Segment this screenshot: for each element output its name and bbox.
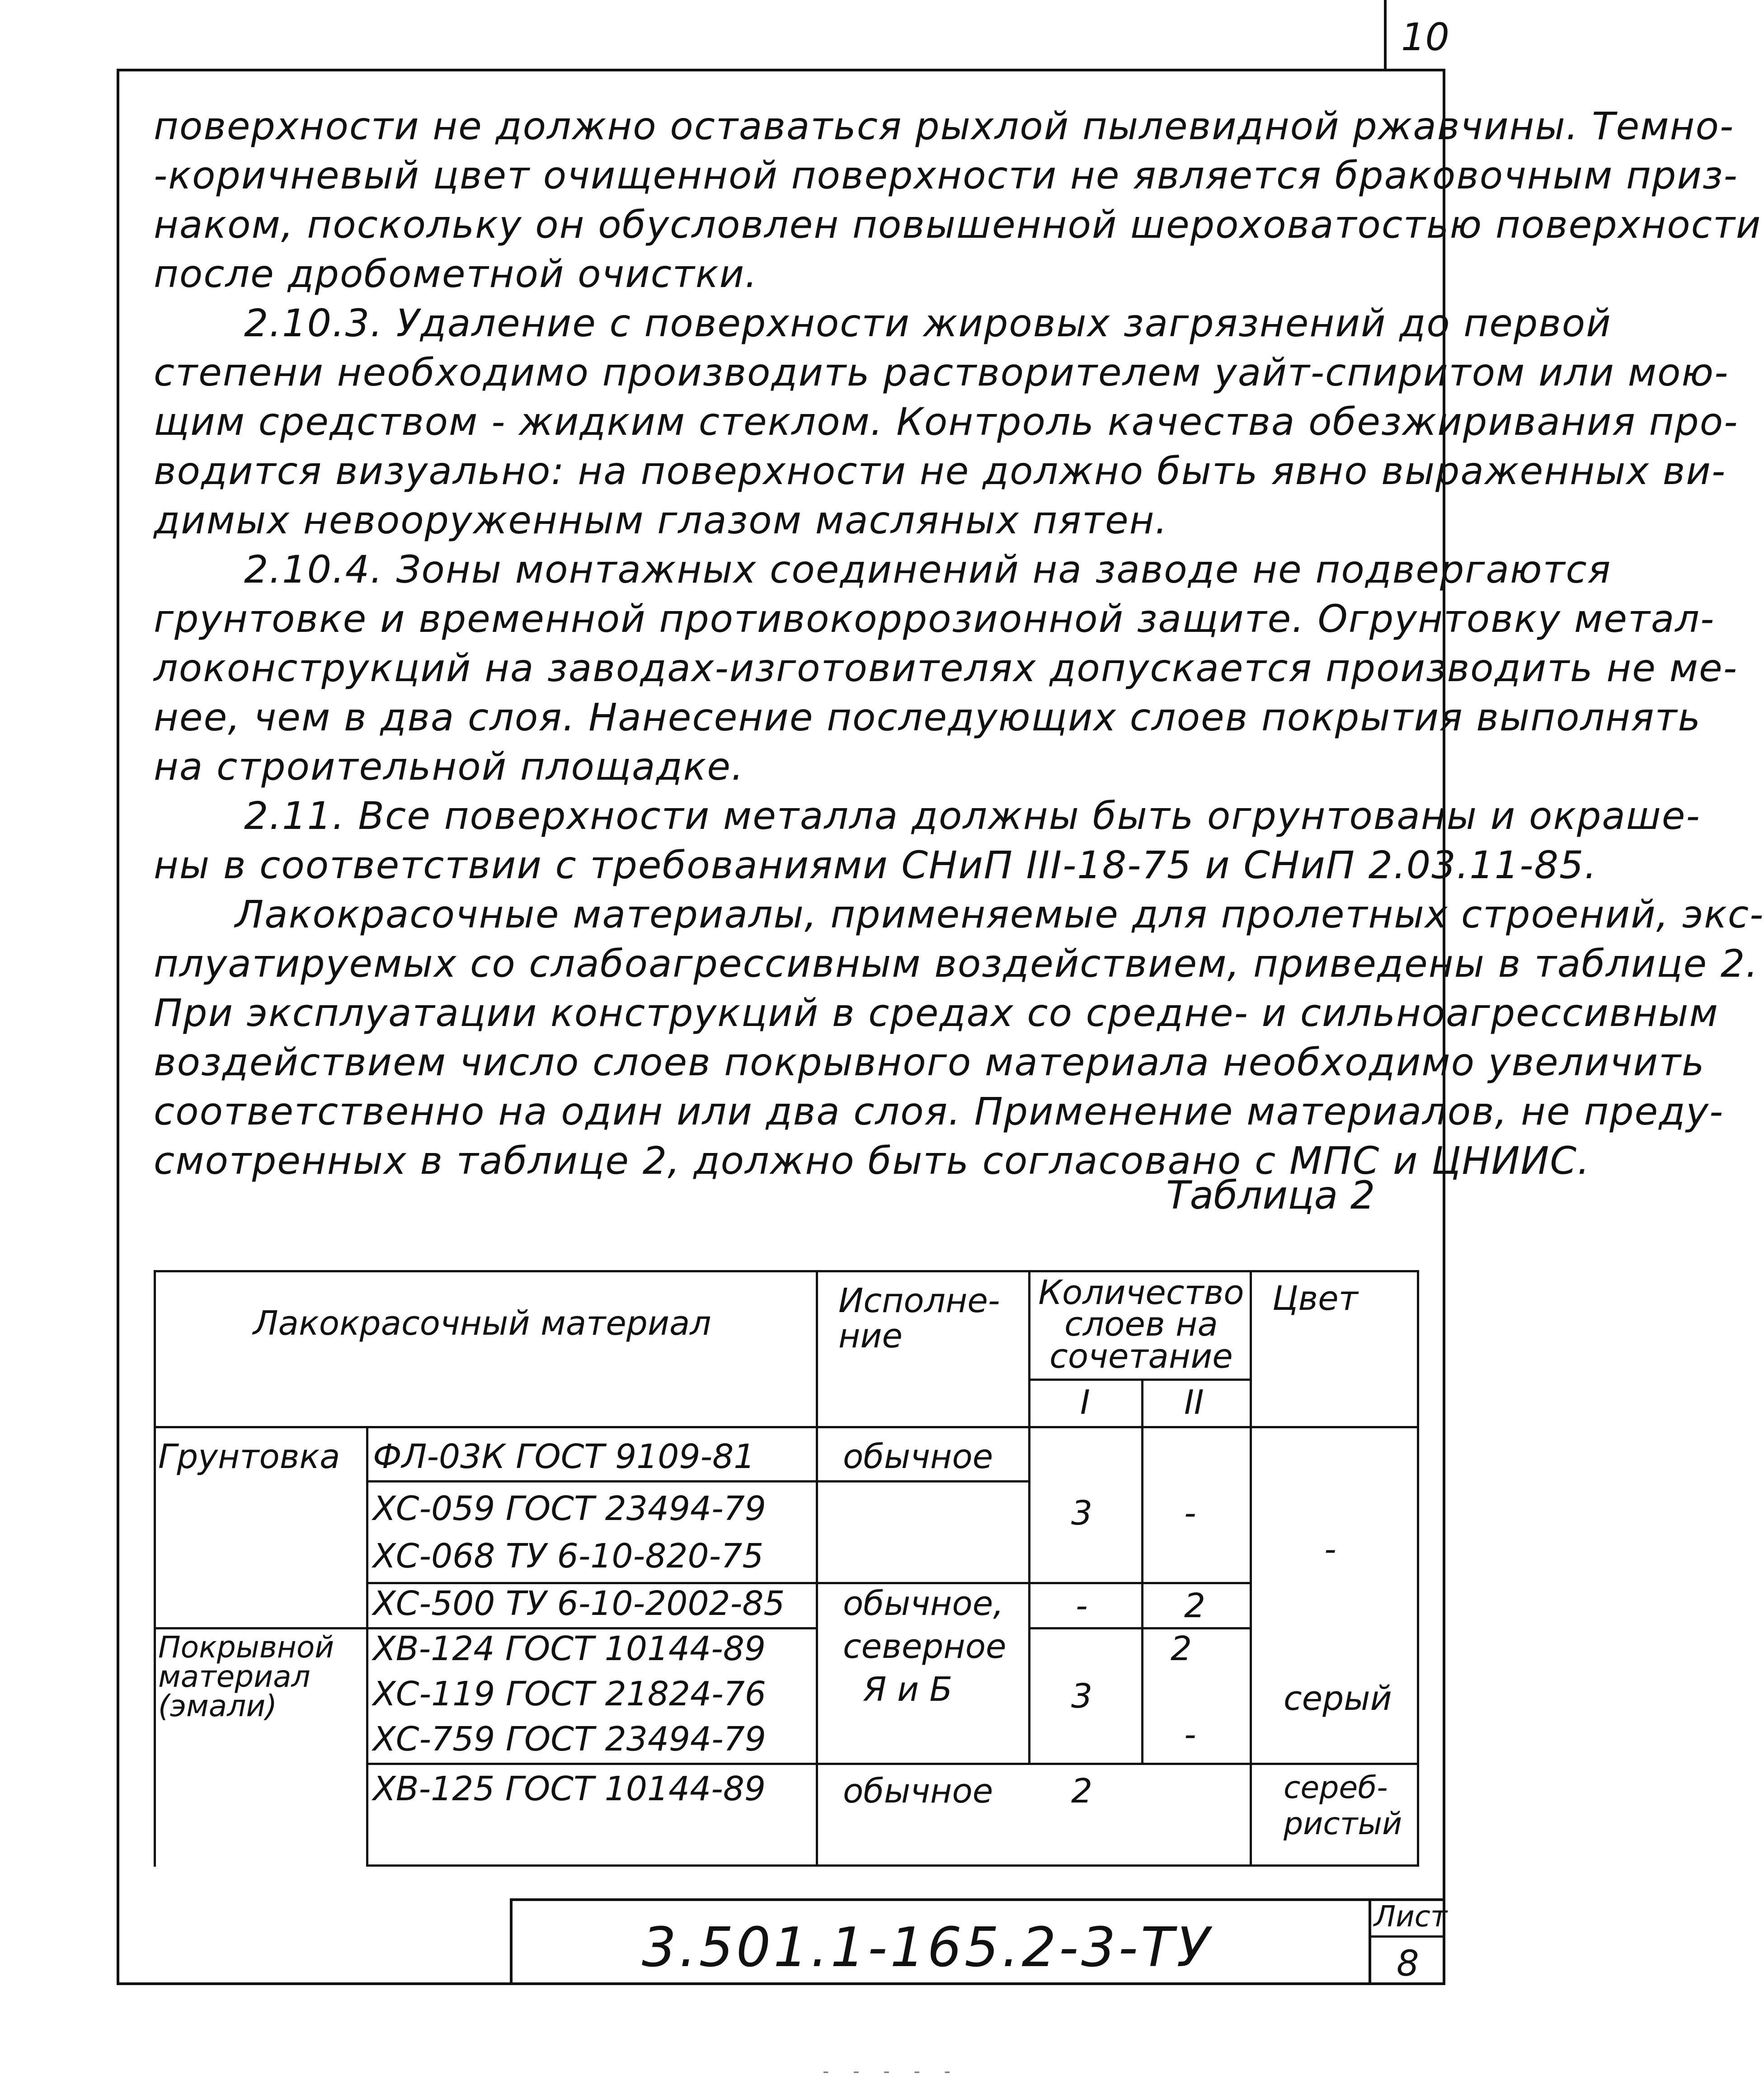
table-rule bbox=[154, 1270, 156, 1867]
text-line: Лакокрасочные материалы, применяемые для пролетных строений, экс- bbox=[235, 892, 1764, 937]
material-row: ХС-119 ГОСТ 21824-76 bbox=[373, 1675, 766, 1713]
table-rule bbox=[1028, 1270, 1030, 1763]
text-line: щим средством - жидким стеклом. Контроль качества обезжиривания про- bbox=[154, 400, 1739, 444]
text-line: грунтовке и временной противокоррозионной защите. Огрунтовку метал- bbox=[154, 597, 1715, 641]
text-line: водится визуально: на поверхности не должно быть явно выраженных ви- bbox=[154, 449, 1726, 493]
layers-cell: - bbox=[1076, 1586, 1088, 1625]
layers-cell: 2 bbox=[1184, 1586, 1206, 1625]
text-line: локонструкций на заводах-изготовителях допускается производить не ме- bbox=[154, 646, 1738, 690]
text-line: плуатируемых со слабоагрессивным воздействием, приведены в таблице 2. bbox=[154, 941, 1759, 986]
header-material: Лакокрасочный материал bbox=[253, 1304, 711, 1343]
material-row: ХС-059 ГОСТ 23494-79 bbox=[373, 1489, 766, 1528]
table-rule bbox=[366, 1763, 1419, 1765]
group-topcoat: материал bbox=[158, 1659, 310, 1694]
text-line: При эксплуатации конструкций в средах со средне- и сильноагрессивным bbox=[154, 991, 1719, 1035]
table-caption: Таблица 2 bbox=[1166, 1173, 1375, 1218]
header-layers: Количество слоев на сочетание bbox=[1038, 1273, 1244, 1376]
material-row: ХС-759 ГОСТ 23494-79 bbox=[373, 1720, 766, 1759]
header-layers-I: I bbox=[1080, 1383, 1090, 1422]
table-rule bbox=[366, 1426, 368, 1867]
table-rule bbox=[816, 1270, 818, 1867]
body-text bbox=[154, 102, 1764, 1186]
text-line: наком, поскольку он обусловлен повышенной шероховатостью поверхности bbox=[154, 202, 1762, 247]
materials-table bbox=[154, 1270, 1419, 1867]
text-line: ны в соответствии с требованиями СНиП III-18-75 и СНиП 2.03.11-85. bbox=[154, 843, 1598, 887]
text-line: поверхности не должно оставаться рыхлой пылевидной ржавчины. Темно- bbox=[154, 104, 1735, 148]
material-row: ХВ-125 ГОСТ 10144-89 bbox=[373, 1770, 766, 1808]
table-rule bbox=[366, 1480, 1028, 1482]
table-rule bbox=[154, 1270, 1419, 1272]
text-line: соответственно на один или два слоя. Применение материалов, не преду- bbox=[154, 1089, 1724, 1134]
color-cell: - bbox=[1324, 1530, 1336, 1569]
group-topcoat: Покрывной bbox=[158, 1630, 334, 1665]
table-rule bbox=[1028, 1627, 1250, 1629]
table-rule bbox=[1141, 1379, 1143, 1763]
layers-cell: 2 bbox=[1071, 1772, 1093, 1811]
material-row: ХС-068 ТУ 6-10-820-75 bbox=[373, 1537, 764, 1576]
table-rule bbox=[154, 1426, 1419, 1428]
execution-cell: Я и Б bbox=[863, 1670, 953, 1709]
text-line: 2.10.4. Зоны монтажных соединений на заводе не подвергаются bbox=[244, 547, 1612, 592]
text-line: димых невооруженным глазом масляных пятен. bbox=[154, 498, 1168, 542]
table-rule bbox=[1417, 1270, 1419, 1867]
material-row: ХС-500 ТУ 6-10-2002-85 bbox=[373, 1584, 785, 1623]
text-line: -коричневый цвет очищенной поверхности не является браковочным приз- bbox=[154, 153, 1738, 198]
group-primer: Грунтовка bbox=[158, 1437, 340, 1476]
execution-cell: обычное bbox=[843, 1437, 993, 1476]
text-line: смотренных в таблице 2, должно быть согласовано с МПС и ЦНИИС. bbox=[154, 1139, 1590, 1183]
text-line: 2.10.3. Удаление с поверхности жировых загрязнений до первой bbox=[244, 301, 1612, 345]
text-line: 2.11. Все поверхности металла должны быть огрунтованы и окраше- bbox=[244, 794, 1701, 838]
text-line: нее, чем в два слоя. Нанесение последующих слоев покрытия выполнять bbox=[154, 695, 1702, 739]
layers-cell: 2 bbox=[1171, 1629, 1192, 1668]
execution-cell: северное bbox=[843, 1627, 1007, 1666]
execution-cell: обычное bbox=[843, 1772, 993, 1811]
material-row: ХВ-124 ГОСТ 10144-89 bbox=[373, 1629, 766, 1668]
header-execution: Исполне- ние bbox=[838, 1281, 1000, 1355]
faint-bottom-text: - - - - - bbox=[823, 2061, 960, 2082]
sheet-number: 8 bbox=[1397, 1944, 1419, 1984]
sheet-label: Лист bbox=[1374, 1900, 1448, 1934]
text-line: после дробометной очистки. bbox=[154, 252, 758, 296]
material-row: ФЛ-03К ГОСТ 9109-81 bbox=[373, 1437, 755, 1476]
layers-cell: - bbox=[1184, 1494, 1196, 1533]
table-rule bbox=[366, 1864, 1419, 1867]
corner-page-number: 10 bbox=[1401, 15, 1449, 59]
header-color: Цвет bbox=[1272, 1279, 1358, 1318]
execution-cell: обычное, bbox=[843, 1584, 1004, 1623]
text-line: степени необходимо производить растворителем уайт-спиритом или мою- bbox=[154, 350, 1729, 395]
text-line: воздействием число слоев покрывного материала необходимо увеличить bbox=[154, 1040, 1705, 1084]
table-rule bbox=[1028, 1379, 1250, 1381]
layers-cell: 3 bbox=[1071, 1677, 1093, 1716]
layers-cell: - bbox=[1184, 1715, 1196, 1754]
layers-cell: 3 bbox=[1071, 1494, 1093, 1533]
table-rule bbox=[1250, 1270, 1252, 1867]
document-code: 3.501.1-165.2-3-ТУ bbox=[642, 1916, 1213, 1979]
color-cell: сереб- bbox=[1284, 1770, 1388, 1806]
sheet-divider bbox=[1371, 1935, 1445, 1938]
table-rule bbox=[1028, 1582, 1250, 1584]
color-cell: серый bbox=[1284, 1679, 1392, 1718]
color-cell: ристый bbox=[1284, 1806, 1402, 1842]
group-topcoat: (эмали) bbox=[158, 1689, 278, 1723]
header-layers-II: II bbox=[1184, 1383, 1204, 1422]
text-line: на строительной площадке. bbox=[154, 744, 744, 789]
